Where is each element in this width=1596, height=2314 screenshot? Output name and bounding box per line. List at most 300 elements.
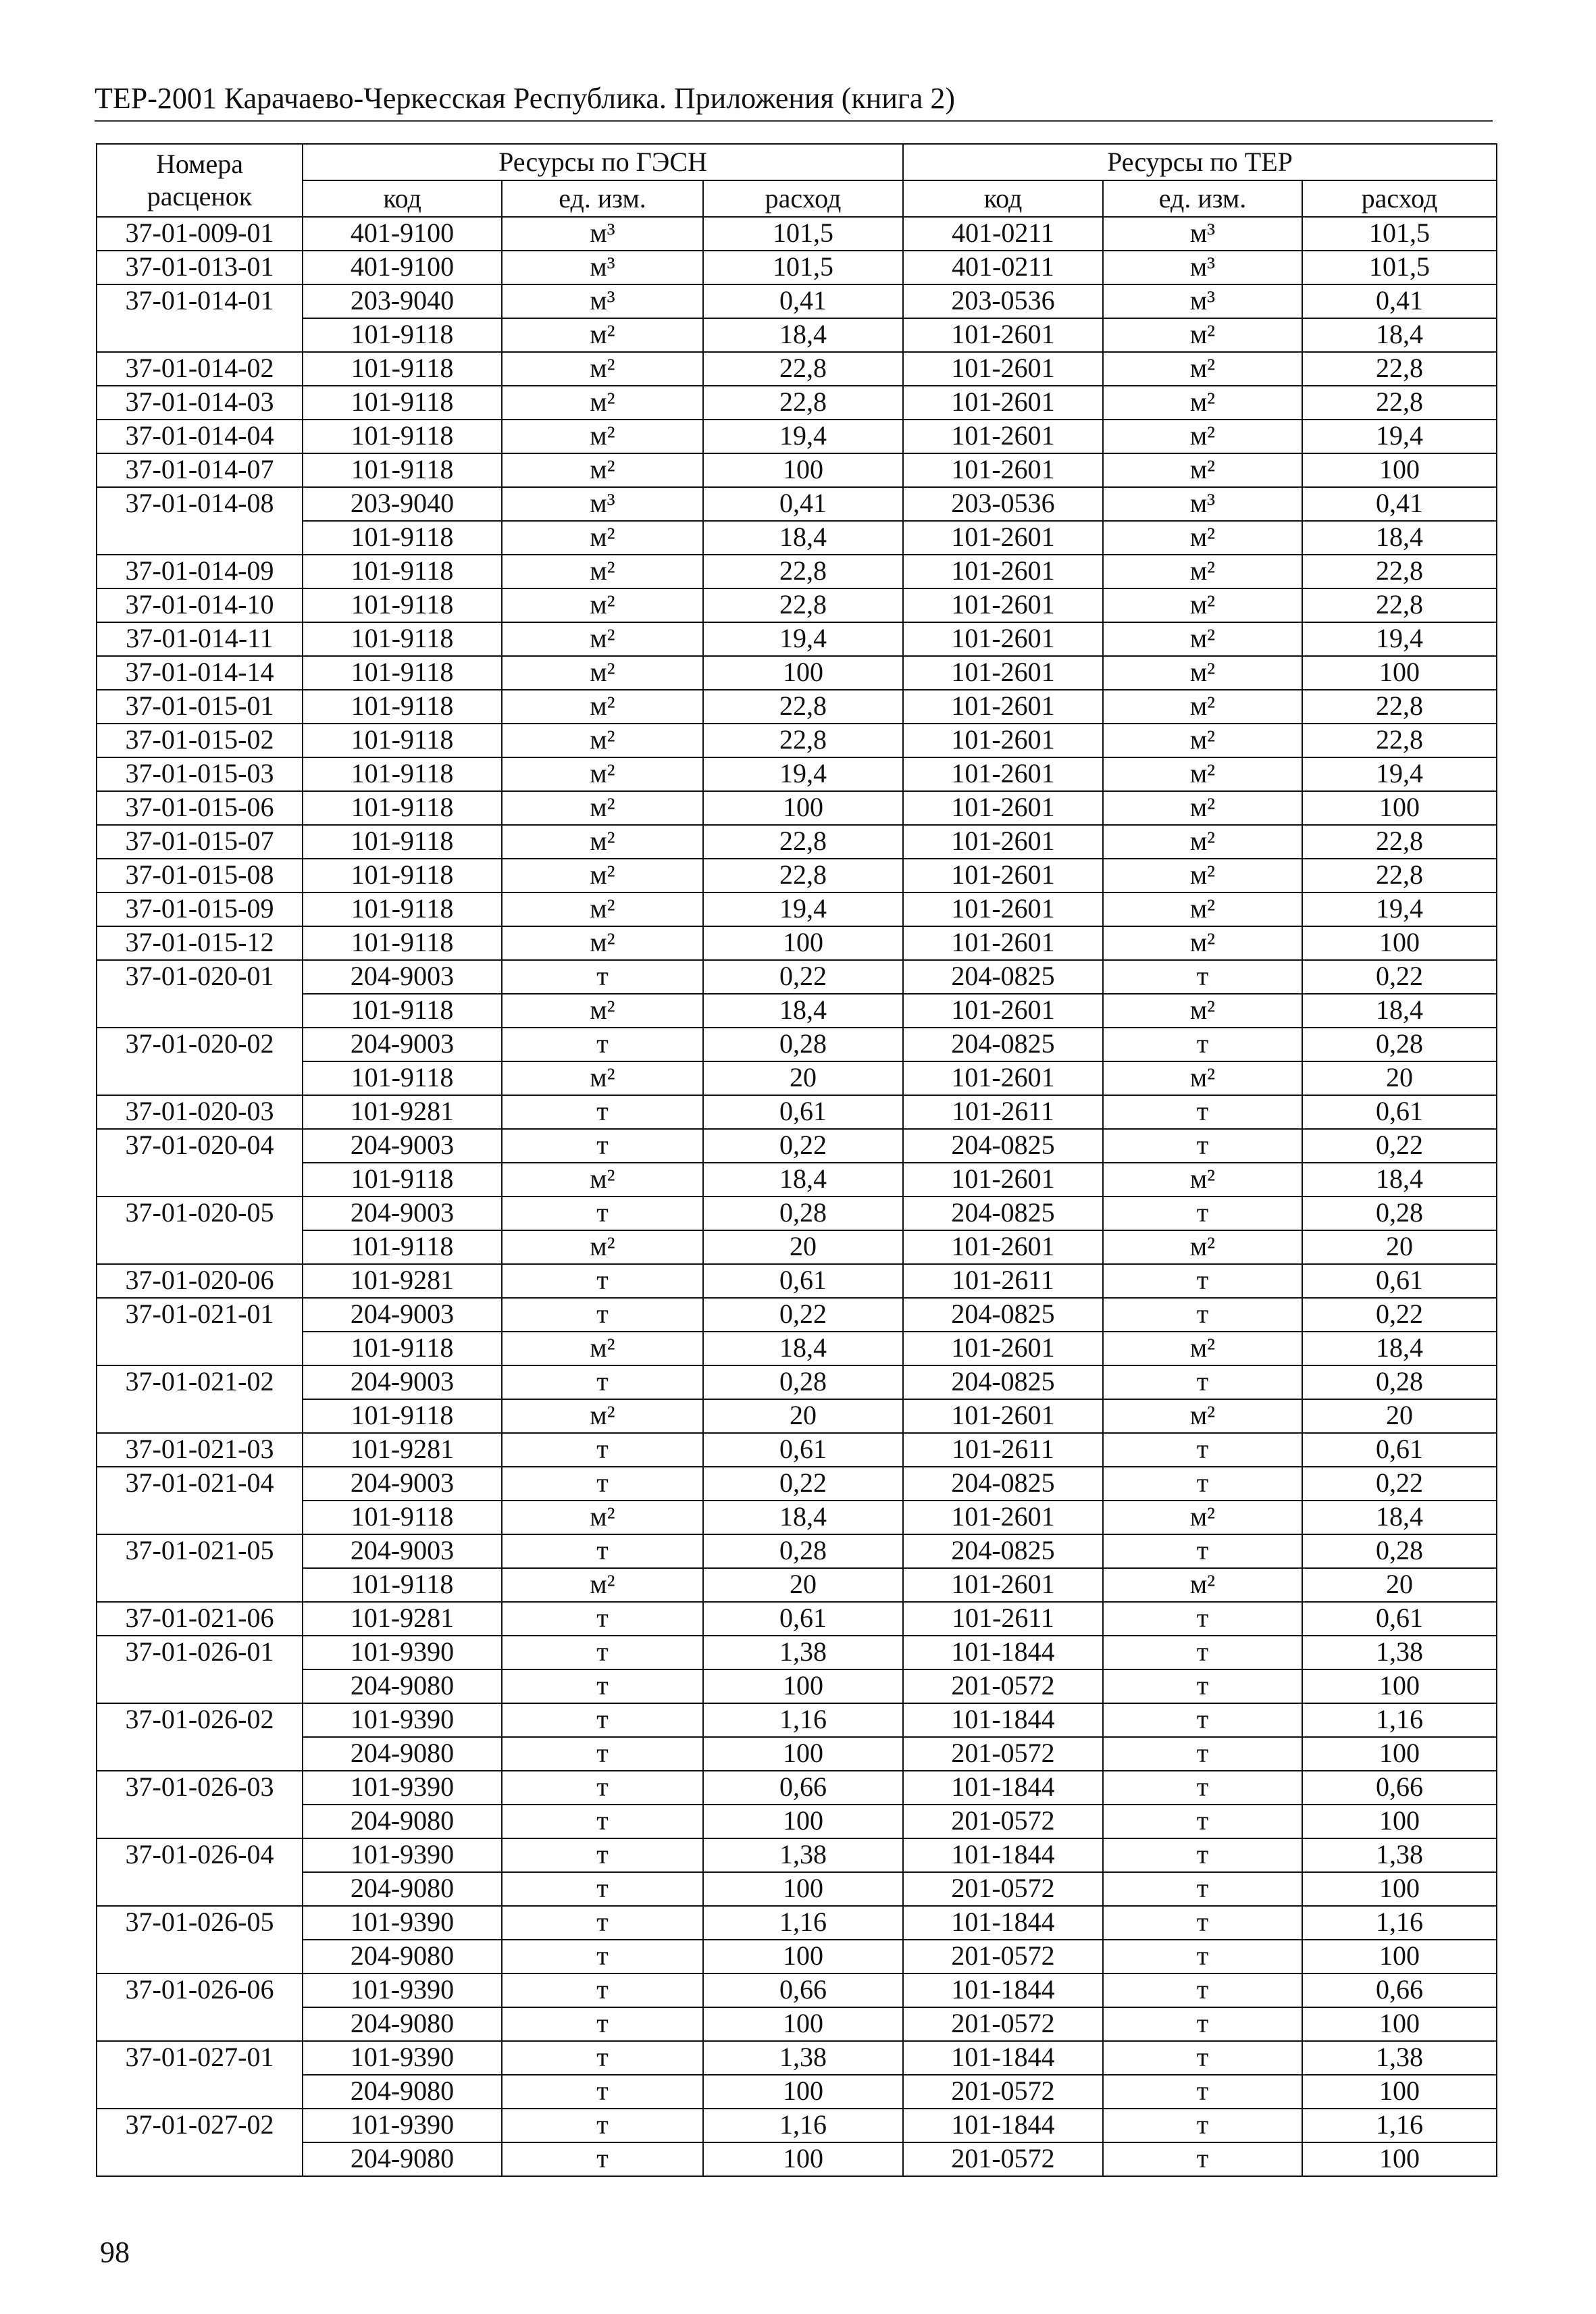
gesn-consumption-cell: 0,22 (703, 1129, 903, 1163)
ter-code-cell: 101-2601 (903, 926, 1103, 960)
gesn-consumption-cell: 22,8 (703, 386, 903, 420)
ter-code-cell: 101-2601 (903, 1399, 1103, 1433)
ter-code-cell: 204-0825 (903, 1197, 1103, 1230)
ter-code-cell: 101-2601 (903, 1332, 1103, 1365)
ter-unit-cell: т (1103, 1973, 1302, 2007)
table-row (97, 1197, 1497, 1230)
gesn-unit-cell: м² (502, 352, 703, 386)
ter-consumption-cell: 0,61 (1302, 1095, 1497, 1129)
ter-unit-cell: м² (1103, 994, 1302, 1028)
table-row (97, 1028, 1497, 1061)
ter-code-cell: 203-0536 (903, 284, 1103, 318)
ter-unit-cell: т (1103, 1264, 1302, 1298)
gesn-unit-cell: м² (502, 656, 703, 690)
ter-unit-cell: т (1103, 1703, 1302, 1737)
ter-consumption-cell: 1,38 (1302, 1838, 1497, 1872)
ter-code-cell: 204-0825 (903, 1534, 1103, 1568)
ter-consumption-cell: 0,22 (1302, 960, 1497, 994)
ter-code-cell: 201-0572 (903, 2007, 1103, 2041)
ter-unit-cell: м² (1103, 420, 1302, 453)
gesn-consumption-cell: 0,61 (703, 1433, 903, 1467)
ter-unit-cell: т (1103, 1771, 1302, 1805)
gesn-code-cell: 101-9118 (303, 757, 502, 791)
table-row (97, 791, 1497, 825)
rate-number-cell: 37-01-015-02 (97, 724, 303, 757)
gesn-unit-cell: м² (502, 386, 703, 420)
ter-unit-cell: м² (1103, 757, 1302, 791)
ter-code-cell: 204-0825 (903, 1365, 1103, 1399)
ter-consumption-cell: 0,28 (1302, 1197, 1497, 1230)
table-row (97, 487, 1497, 521)
ter-unit-cell: м² (1103, 926, 1302, 960)
ter-consumption-cell: 100 (1302, 1737, 1497, 1771)
table-row (97, 555, 1497, 588)
gesn-code-cell: 101-9281 (303, 1095, 502, 1129)
ter-consumption-cell: 18,4 (1302, 1332, 1497, 1365)
gesn-code-cell: 101-9118 (303, 1163, 502, 1197)
gesn-code-cell: 204-9080 (303, 2142, 502, 2176)
ter-unit-cell: т (1103, 2142, 1302, 2176)
gesn-code-cell: 101-9118 (303, 1061, 502, 1095)
rate-number-cell: 37-01-014-03 (97, 386, 303, 420)
ter-code-cell: 101-2601 (903, 656, 1103, 690)
gesn-code-cell: 204-9003 (303, 1365, 502, 1399)
ter-code-cell: 101-2601 (903, 555, 1103, 588)
ter-unit-cell: м² (1103, 690, 1302, 724)
table-row (97, 757, 1497, 791)
ter-code-cell: 101-2601 (903, 1061, 1103, 1095)
ter-unit-cell: м² (1103, 352, 1302, 386)
gesn-code-cell: 101-9390 (303, 2041, 502, 2075)
table-row (97, 1433, 1497, 1467)
ter-unit-cell: т (1103, 1838, 1302, 1872)
ter-code-cell: 201-0572 (903, 1872, 1103, 1906)
ter-code-cell: 203-0536 (903, 487, 1103, 521)
gesn-code-cell: 101-9118 (303, 1332, 502, 1365)
ter-unit-cell: м² (1103, 1568, 1302, 1602)
gesn-unit-cell: т (502, 1028, 703, 1061)
ter-unit-cell: т (1103, 1669, 1302, 1703)
ter-code-cell: 101-2601 (903, 521, 1103, 555)
gesn-unit-cell: м² (502, 1568, 703, 1602)
gesn-code-cell: 101-9118 (303, 892, 502, 926)
gesn-consumption-cell: 0,61 (703, 1264, 903, 1298)
gesn-consumption-cell: 22,8 (703, 825, 903, 859)
ter-consumption-cell: 101,5 (1302, 251, 1497, 284)
gesn-unit-cell: т (502, 2142, 703, 2176)
ter-consumption-cell: 22,8 (1302, 724, 1497, 757)
rate-number-cell: 37-01-021-01 (97, 1298, 303, 1365)
table-row (97, 1230, 1497, 1264)
ter-consumption-cell: 100 (1302, 791, 1497, 825)
gesn-unit-cell: м² (502, 757, 703, 791)
table-row (97, 1703, 1497, 1737)
ter-code-cell: 204-0825 (903, 960, 1103, 994)
gesn-code-cell: 101-9118 (303, 656, 502, 690)
gesn-unit-cell: т (502, 1197, 703, 1230)
ter-consumption-cell: 18,4 (1302, 994, 1497, 1028)
gesn-consumption-cell: 100 (703, 453, 903, 487)
table-row (97, 1501, 1497, 1534)
ter-consumption-cell: 0,22 (1302, 1129, 1497, 1163)
ter-unit-cell: т (1103, 1433, 1302, 1467)
ter-code-cell: 101-1844 (903, 1703, 1103, 1737)
ter-unit-cell: м² (1103, 1501, 1302, 1534)
gesn-unit-cell: м² (502, 1061, 703, 1095)
gesn-consumption-cell: 22,8 (703, 352, 903, 386)
gesn-unit-cell: т (502, 1703, 703, 1737)
gesn-consumption-cell: 1,38 (703, 1636, 903, 1669)
gesn-code-cell: 101-9118 (303, 318, 502, 352)
ter-consumption-cell: 1,16 (1302, 1906, 1497, 1940)
gesn-unit-cell: т (502, 1838, 703, 1872)
ter-code-cell: 101-2611 (903, 1095, 1103, 1129)
rate-number-cell: 37-01-021-06 (97, 1602, 303, 1636)
ter-code-cell: 101-1844 (903, 1636, 1103, 1669)
rate-number-cell: 37-01-009-01 (97, 217, 303, 251)
gesn-unit-cell: т (502, 1669, 703, 1703)
ter-code-cell: 101-1844 (903, 1906, 1103, 1940)
gesn-consumption-cell: 100 (703, 656, 903, 690)
gesn-code-cell: 101-9118 (303, 1501, 502, 1534)
ter-unit-cell: т (1103, 1298, 1302, 1332)
ter-unit-cell: м² (1103, 1230, 1302, 1264)
gesn-consumption-cell: 100 (703, 1737, 903, 1771)
gesn-unit-cell: т (502, 2075, 703, 2109)
rate-number-cell: 37-01-020-05 (97, 1197, 303, 1264)
ter-consumption-cell: 20 (1302, 1061, 1497, 1095)
ter-unit-cell: т (1103, 1028, 1302, 1061)
gesn-consumption-cell: 100 (703, 1872, 903, 1906)
ter-unit-cell: м² (1103, 656, 1302, 690)
ter-unit-cell: т (1103, 1095, 1302, 1129)
gesn-consumption-cell: 100 (703, 1805, 903, 1838)
table-row (97, 656, 1497, 690)
ter-code-cell: 101-1844 (903, 2109, 1103, 2142)
table-row (97, 318, 1497, 352)
ter-consumption-cell: 0,66 (1302, 1973, 1497, 2007)
table-row (97, 1906, 1497, 1940)
gesn-unit-cell: т (502, 1264, 703, 1298)
rate-number-cell: 37-01-014-02 (97, 352, 303, 386)
gesn-code-cell: 101-9118 (303, 352, 502, 386)
rate-number-cell: 37-01-014-07 (97, 453, 303, 487)
gesn-unit-cell: т (502, 1872, 703, 1906)
table-row (97, 960, 1497, 994)
gesn-unit-cell: м² (502, 825, 703, 859)
ter-consumption-cell: 22,8 (1302, 555, 1497, 588)
ter-unit-cell: м² (1103, 555, 1302, 588)
gesn-code-cell: 101-9281 (303, 1264, 502, 1298)
ter-unit-cell: т (1103, 1197, 1302, 1230)
gesn-consumption-cell: 19,4 (703, 757, 903, 791)
gesn-consumption-cell: 100 (703, 2075, 903, 2109)
table-row (97, 251, 1497, 284)
rate-number-cell: 37-01-020-04 (97, 1129, 303, 1197)
table-body (97, 217, 1497, 2176)
table-row (97, 386, 1497, 420)
gesn-unit-cell: м² (502, 622, 703, 656)
gesn-code-cell: 204-9003 (303, 1467, 502, 1501)
gesn-consumption-cell: 100 (703, 926, 903, 960)
ter-code-cell: 101-2601 (903, 1568, 1103, 1602)
gesn-unit-cell: т (502, 1433, 703, 1467)
rate-number-cell: 37-01-014-09 (97, 555, 303, 588)
ter-unit-cell: т (1103, 1872, 1302, 1906)
gesn-unit-cell: т (502, 1534, 703, 1568)
table-row (97, 1669, 1497, 1703)
gesn-consumption-cell: 1,16 (703, 1703, 903, 1737)
table-row (97, 1973, 1497, 2007)
ter-code-cell: 101-2601 (903, 825, 1103, 859)
gesn-unit-cell: т (502, 1129, 703, 1163)
gesn-code-cell: 101-9118 (303, 825, 502, 859)
col-group-ter: Ресурсы по ТЕР (903, 144, 1497, 180)
gesn-unit-cell: т (502, 2109, 703, 2142)
ter-unit-cell: т (1103, 2041, 1302, 2075)
gesn-code-cell: 101-9390 (303, 1636, 502, 1669)
table-row (97, 1332, 1497, 1365)
gesn-code-cell: 101-9118 (303, 791, 502, 825)
header-rule (95, 120, 1493, 122)
table-row (97, 217, 1497, 251)
gesn-consumption-cell: 0,28 (703, 1365, 903, 1399)
rate-number-cell: 37-01-015-08 (97, 859, 303, 892)
ter-consumption-cell: 19,4 (1302, 622, 1497, 656)
ter-unit-cell: м² (1103, 453, 1302, 487)
rate-number-cell: 37-01-020-01 (97, 960, 303, 1028)
gesn-unit-cell: т (502, 1298, 703, 1332)
rate-number-cell: 37-01-027-01 (97, 2041, 303, 2109)
rate-number-cell: 37-01-026-03 (97, 1771, 303, 1838)
ter-consumption-cell: 18,4 (1302, 318, 1497, 352)
table-row (97, 588, 1497, 622)
gesn-consumption-cell: 22,8 (703, 588, 903, 622)
gesn-unit-cell: м² (502, 892, 703, 926)
ter-unit-cell: т (1103, 1737, 1302, 1771)
gesn-unit-cell: м² (502, 1332, 703, 1365)
gesn-code-cell: 101-9390 (303, 1771, 502, 1805)
ter-unit-cell: м² (1103, 825, 1302, 859)
rate-number-cell: 37-01-013-01 (97, 251, 303, 284)
gesn-code-cell: 204-9003 (303, 1028, 502, 1061)
gesn-code-cell: 101-9118 (303, 690, 502, 724)
ter-consumption-cell: 0,41 (1302, 487, 1497, 521)
gesn-unit-cell: м² (502, 1501, 703, 1534)
rate-number-cell: 37-01-020-06 (97, 1264, 303, 1298)
gesn-unit-cell: м³ (502, 217, 703, 251)
rate-number-cell: 37-01-014-10 (97, 588, 303, 622)
gesn-code-cell: 401-9100 (303, 251, 502, 284)
ter-unit-cell: т (1103, 1534, 1302, 1568)
rate-number-cell: 37-01-026-02 (97, 1703, 303, 1771)
gesn-consumption-cell: 0,41 (703, 284, 903, 318)
ter-consumption-cell: 18,4 (1302, 1501, 1497, 1534)
gesn-consumption-cell: 100 (703, 1669, 903, 1703)
ter-unit-cell: м³ (1103, 284, 1302, 318)
gesn-consumption-cell: 19,4 (703, 892, 903, 926)
ter-unit-cell: м² (1103, 1399, 1302, 1433)
gesn-code-cell: 204-9080 (303, 2007, 502, 2041)
gesn-consumption-cell: 100 (703, 2007, 903, 2041)
ter-code-cell: 201-0572 (903, 1669, 1103, 1703)
table-row (97, 420, 1497, 453)
ter-unit-cell: м³ (1103, 217, 1302, 251)
ter-unit-cell: м³ (1103, 251, 1302, 284)
gesn-consumption-cell: 0,66 (703, 1771, 903, 1805)
table-row (97, 1568, 1497, 1602)
table-row (97, 1095, 1497, 1129)
ter-code-cell: 101-2601 (903, 859, 1103, 892)
ter-unit-cell: т (1103, 1940, 1302, 1973)
col-header-rate-number (97, 144, 303, 217)
ter-consumption-cell: 20 (1302, 1230, 1497, 1264)
gesn-consumption-cell: 0,22 (703, 1298, 903, 1332)
gesn-consumption-cell: 0,28 (703, 1028, 903, 1061)
table-row (97, 1805, 1497, 1838)
ter-consumption-cell: 22,8 (1302, 859, 1497, 892)
ter-code-cell: 101-2601 (903, 1163, 1103, 1197)
gesn-code-cell: 204-9080 (303, 1669, 502, 1703)
rate-number-cell: 37-01-026-04 (97, 1838, 303, 1906)
gesn-consumption-cell: 101,5 (703, 251, 903, 284)
ter-code-cell: 201-0572 (903, 2142, 1103, 2176)
table-row (97, 690, 1497, 724)
gesn-code-cell: 204-9003 (303, 960, 502, 994)
ter-unit-cell: т (1103, 2075, 1302, 2109)
ter-consumption-cell: 22,8 (1302, 352, 1497, 386)
ter-consumption-cell: 100 (1302, 2007, 1497, 2041)
table-row (97, 1365, 1497, 1399)
gesn-consumption-cell: 0,61 (703, 1602, 903, 1636)
ter-code-cell: 101-1844 (903, 1973, 1103, 2007)
gesn-consumption-cell: 100 (703, 791, 903, 825)
col-header-rate-number-line1: Номера (156, 149, 243, 179)
col-header-ter-code: код (903, 180, 1103, 217)
ter-consumption-cell: 20 (1302, 1399, 1497, 1433)
table-row (97, 2142, 1497, 2176)
ter-unit-cell: м² (1103, 386, 1302, 420)
table-row (97, 1872, 1497, 1906)
gesn-unit-cell: т (502, 1973, 703, 2007)
gesn-code-cell: 101-9118 (303, 420, 502, 453)
ter-consumption-cell: 20 (1302, 1568, 1497, 1602)
ter-unit-cell: т (1103, 1129, 1302, 1163)
rate-number-cell: 37-01-021-05 (97, 1534, 303, 1602)
table-row (97, 453, 1497, 487)
ter-unit-cell: т (1103, 2109, 1302, 2142)
table-header (97, 144, 1497, 217)
ter-consumption-cell: 0,28 (1302, 1028, 1497, 1061)
table-row (97, 1163, 1497, 1197)
gesn-code-cell: 101-9390 (303, 1973, 502, 2007)
ter-code-cell: 101-2601 (903, 724, 1103, 757)
ter-code-cell: 101-2601 (903, 588, 1103, 622)
gesn-code-cell: 101-9390 (303, 1906, 502, 1940)
gesn-code-cell: 101-9118 (303, 453, 502, 487)
ter-consumption-cell: 18,4 (1302, 1163, 1497, 1197)
gesn-unit-cell: т (502, 1636, 703, 1669)
gesn-consumption-cell: 20 (703, 1061, 903, 1095)
col-group-gesn: Ресурсы по ГЭСН (303, 144, 903, 180)
gesn-code-cell: 203-9040 (303, 487, 502, 521)
ter-consumption-cell: 19,4 (1302, 892, 1497, 926)
gesn-code-cell: 203-9040 (303, 284, 502, 318)
table-row (97, 284, 1497, 318)
gesn-code-cell: 101-9118 (303, 588, 502, 622)
ter-code-cell: 101-2601 (903, 352, 1103, 386)
ter-consumption-cell: 100 (1302, 656, 1497, 690)
ter-code-cell: 101-2601 (903, 757, 1103, 791)
gesn-consumption-cell: 22,8 (703, 724, 903, 757)
table-row (97, 994, 1497, 1028)
gesn-consumption-cell: 22,8 (703, 859, 903, 892)
ter-code-cell: 101-2601 (903, 386, 1103, 420)
table-row (97, 1771, 1497, 1805)
gesn-code-cell: 204-9003 (303, 1534, 502, 1568)
ter-unit-cell: т (1103, 1906, 1302, 1940)
ter-code-cell: 204-0825 (903, 1028, 1103, 1061)
ter-consumption-cell: 0,28 (1302, 1365, 1497, 1399)
gesn-unit-cell: т (502, 2041, 703, 2075)
gesn-consumption-cell: 0,28 (703, 1197, 903, 1230)
gesn-consumption-cell: 19,4 (703, 622, 903, 656)
gesn-unit-cell: т (502, 1467, 703, 1501)
ter-code-cell: 204-0825 (903, 1129, 1103, 1163)
resources-table (96, 143, 1497, 2177)
ter-consumption-cell: 100 (1302, 1669, 1497, 1703)
ter-code-cell: 101-2601 (903, 690, 1103, 724)
rate-number-cell: 37-01-015-09 (97, 892, 303, 926)
rate-number-cell: 37-01-026-01 (97, 1636, 303, 1703)
ter-code-cell: 101-2601 (903, 791, 1103, 825)
ter-unit-cell: м² (1103, 892, 1302, 926)
gesn-code-cell: 101-9118 (303, 521, 502, 555)
gesn-unit-cell: м² (502, 453, 703, 487)
table-row (97, 1298, 1497, 1332)
ter-consumption-cell: 22,8 (1302, 588, 1497, 622)
ter-consumption-cell: 0,61 (1302, 1264, 1497, 1298)
gesn-unit-cell: т (502, 1365, 703, 1399)
gesn-consumption-cell: 18,4 (703, 1501, 903, 1534)
ter-unit-cell: т (1103, 1365, 1302, 1399)
gesn-code-cell: 101-9118 (303, 1230, 502, 1264)
col-header-rate-number-line2: расценок (147, 181, 253, 211)
table-row (97, 825, 1497, 859)
gesn-code-cell: 101-9118 (303, 994, 502, 1028)
gesn-code-cell: 204-9080 (303, 1737, 502, 1771)
table-row (97, 1940, 1497, 1973)
table-row (97, 1061, 1497, 1095)
table-row (97, 1264, 1497, 1298)
table-row (97, 1636, 1497, 1669)
ter-code-cell: 101-2601 (903, 622, 1103, 656)
gesn-code-cell: 101-9390 (303, 1838, 502, 1872)
gesn-consumption-cell: 18,4 (703, 1163, 903, 1197)
ter-code-cell: 101-2601 (903, 892, 1103, 926)
ter-unit-cell: т (1103, 1805, 1302, 1838)
table-row (97, 892, 1497, 926)
gesn-code-cell: 101-9390 (303, 2109, 502, 2142)
gesn-consumption-cell: 20 (703, 1568, 903, 1602)
gesn-code-cell: 204-9003 (303, 1298, 502, 1332)
rate-number-cell: 37-01-014-08 (97, 487, 303, 555)
gesn-consumption-cell: 0,41 (703, 487, 903, 521)
ter-unit-cell: м² (1103, 724, 1302, 757)
ter-consumption-cell: 19,4 (1302, 420, 1497, 453)
gesn-unit-cell: м² (502, 420, 703, 453)
gesn-code-cell: 101-9281 (303, 1602, 502, 1636)
